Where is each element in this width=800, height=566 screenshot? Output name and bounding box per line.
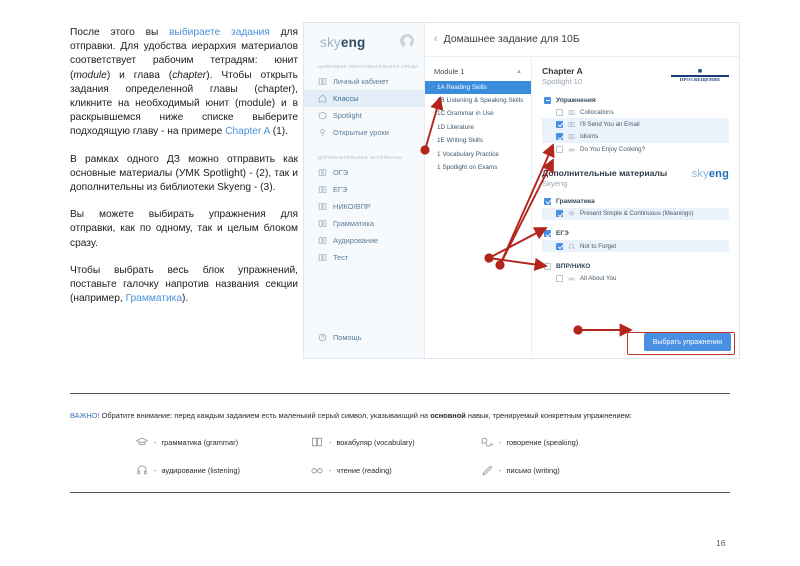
sidebar-item-open-lessons[interactable] xyxy=(304,124,424,141)
sidebar-item-help[interactable] xyxy=(304,329,424,346)
prosveshchenie-wordmark: ПРОСВЕЩЕНИЕ xyxy=(679,76,721,82)
legend-item-grammar xyxy=(135,436,310,448)
exercise-row[interactable] xyxy=(542,208,729,220)
book-icon xyxy=(318,168,327,177)
prosveshchenie-logo xyxy=(671,66,729,82)
vocabulary-icon xyxy=(568,121,575,128)
legend-dash: - xyxy=(329,437,332,447)
sidebar-item-classes[interactable] xyxy=(304,90,424,107)
exercise-row[interactable] xyxy=(542,143,729,155)
app-screenshot xyxy=(303,22,740,359)
legend-label: письмо (writing) xyxy=(506,465,560,475)
checkbox-checked[interactable] xyxy=(544,198,551,205)
checkbox-checked[interactable] xyxy=(556,210,563,217)
mark-sky: sky xyxy=(691,167,709,180)
sidebar-item-label: Личный кабинет xyxy=(333,77,389,86)
module-item-1b[interactable]: · 1B Listening & Speaking Skills xyxy=(425,94,531,107)
checkbox[interactable] xyxy=(544,263,551,270)
sidebar-item-listening[interactable] xyxy=(304,232,424,249)
extra-subtitle: Skyeng xyxy=(542,178,568,188)
exercise-row[interactable] xyxy=(542,106,729,118)
sidebar-help-row[interactable] xyxy=(304,329,424,346)
sidebar-caption-digital: ЦИФРОВАЯ ОБРАЗОВАТЕЛЬНАЯ СРЕДА xyxy=(318,64,419,69)
book-icon xyxy=(318,236,327,245)
section-label: ЕГЭ xyxy=(556,230,569,238)
legend-dash: - xyxy=(499,437,502,447)
important-lead: ВАЖНО! xyxy=(70,411,100,420)
module-pane xyxy=(425,57,532,359)
divider-top xyxy=(70,393,730,394)
paragraph-4: Чтобы выбрать весь блок упражнений, поставьте галочку напротив названия секции (например, Грамматика). xyxy=(70,264,298,305)
checkbox[interactable] xyxy=(556,275,563,282)
prosveshchenie-mark-icon: ■ xyxy=(697,68,703,75)
module-item-1c[interactable]: · 1C Grammar in Use xyxy=(425,108,531,121)
section-vpr-niko[interactable] xyxy=(542,260,729,272)
book-icon xyxy=(318,202,327,211)
important-rest-1: Обратите внимание: перед каждым заданием есть маленький серый символ, указывающий на xyxy=(99,411,431,420)
reading-icon xyxy=(568,275,575,282)
question-icon xyxy=(318,333,327,342)
important-rest-2: навык, тренируемый конкретным упражнением: xyxy=(465,411,632,420)
extra-heading-block xyxy=(542,168,667,188)
module-header[interactable] xyxy=(425,67,531,76)
legend-dash: - xyxy=(154,437,157,447)
legend-dash: - xyxy=(154,465,157,475)
graduation-cap-icon xyxy=(135,436,149,448)
page-title: Домашнее задание для 10Б xyxy=(443,34,580,45)
sidebar-item-label: ОГЭ xyxy=(333,168,349,177)
sidebar-item-label: Грамматика xyxy=(333,219,374,228)
important-bold: основной xyxy=(430,411,466,420)
chapter-heading-block xyxy=(542,66,583,86)
divider-bottom xyxy=(70,492,730,493)
vocabulary-icon xyxy=(568,133,575,140)
sidebar-item-personal-account[interactable] xyxy=(304,73,424,90)
paragraph-1: После этого вы выбираете задания для отправки. Для удобства иерархия материалов соответствует рабочим тетрадям: юнит (module) и глава (chapter). Чтобы открыть задания определенной главы (chapter), кликните на необходимый юнит (module) и в раскрывшемся ниже списке выберите подходящую главу - на примере Chapter A (1). xyxy=(70,27,298,138)
section-grammar[interactable] xyxy=(542,196,729,208)
chapter-subtitle: Spotlight 10 xyxy=(542,77,583,86)
listening-icon xyxy=(568,243,575,250)
exercise-row[interactable] xyxy=(542,272,729,284)
sidebar-item-label: Аудирование xyxy=(333,236,379,245)
page-number: 16 xyxy=(716,538,726,548)
annotation-highlight-box xyxy=(627,332,735,355)
extra-title: Дополнительные материалы xyxy=(542,167,668,178)
content-header xyxy=(425,23,739,57)
module-item-1a[interactable]: · 1A Reading Skills xyxy=(425,81,531,94)
module-title: Module 1 xyxy=(434,67,465,76)
exercise-row[interactable] xyxy=(542,118,729,130)
module-item-vocabulary[interactable]: · 1 Vocabulary Practice xyxy=(425,148,531,161)
exercise-label: I'll Send You an Email xyxy=(580,121,640,129)
checkbox-checked[interactable] xyxy=(556,121,563,128)
legend-label: чтение (reading) xyxy=(336,465,392,475)
paragraph-2: В рамках одного ДЗ можно отправить как основные материалы (УМК Spotlight) - (2), так и дополнительны из библиотеки Skyeng - (3). xyxy=(70,153,298,194)
book-icon xyxy=(318,77,327,86)
section-exercises[interactable] xyxy=(542,94,729,106)
checkbox[interactable] xyxy=(556,146,563,153)
back-chevron-icon[interactable]: ‹ xyxy=(434,33,438,45)
chapter-header xyxy=(542,66,729,86)
skyeng-mark xyxy=(692,168,729,180)
sidebar-item-test[interactable] xyxy=(304,249,424,266)
lamp-icon xyxy=(318,128,327,137)
checkbox-indeterminate[interactable] xyxy=(544,97,551,104)
legend-item-listening xyxy=(135,464,310,476)
sidebar-item-spotlight[interactable] xyxy=(304,107,424,124)
avatar[interactable] xyxy=(400,34,414,48)
exercise-label: Not to Forget xyxy=(580,242,617,250)
paragraph-3: Вы можете выбирать упражнения для отправки, как по одному, так и целым блоком сразу. xyxy=(70,209,298,249)
select-exercises-button[interactable]: Выбрать упражнения xyxy=(644,333,731,351)
document-body-text xyxy=(70,26,298,319)
sidebar-item-ege[interactable] xyxy=(304,181,424,198)
legend-item-reading xyxy=(310,464,480,476)
legend-item-writing xyxy=(480,464,655,476)
checkbox-checked[interactable] xyxy=(556,243,563,250)
mark-eng: eng xyxy=(708,167,729,180)
exercise-label: Do You Enjoy Cooking? xyxy=(580,145,646,153)
grammar-icon xyxy=(568,210,575,217)
book-open-icon xyxy=(310,436,324,448)
glasses-icon xyxy=(310,464,324,476)
module-item-spotlight-exams[interactable]: · 1 Spotlight on Exams xyxy=(425,161,531,174)
panes-container xyxy=(425,57,739,359)
legend-label: аудирование (listening) xyxy=(161,465,240,475)
exercise-label: Collocations xyxy=(580,108,614,116)
exercise-label: Present Simple & Continuous (Meanings) xyxy=(580,210,694,218)
legend-dash: - xyxy=(499,465,502,475)
section-ege[interactable] xyxy=(542,228,729,240)
important-note xyxy=(70,411,750,420)
reading-icon xyxy=(568,146,575,153)
sidebar-item-label: Открытые уроки xyxy=(333,128,389,137)
sidebar-caption-extra: ДОПОЛНИТЕЛЬНЫЕ МАТЕРИАЛЫ xyxy=(318,155,403,160)
vocabulary-icon xyxy=(568,109,575,116)
home-icon xyxy=(318,94,327,103)
pencil-icon xyxy=(480,464,494,476)
app-sidebar xyxy=(304,23,425,358)
app-content xyxy=(425,23,739,358)
module-item-1e[interactable]: · 1E Writing Skills xyxy=(425,135,531,148)
book-icon xyxy=(318,185,327,194)
checkbox-checked[interactable] xyxy=(556,133,563,140)
sidebar-item-grammar[interactable] xyxy=(304,215,424,232)
legend-dash: - xyxy=(329,465,332,475)
legend-item-speaking xyxy=(480,436,655,448)
extra-materials-header xyxy=(542,168,729,188)
exercise-row[interactable] xyxy=(542,131,729,143)
chapter-pane xyxy=(532,57,739,359)
sidebar-item-niko-vpr[interactable] xyxy=(304,198,424,215)
sidebar-item-label: ЕГЭ xyxy=(333,185,348,194)
exercise-row[interactable] xyxy=(542,240,729,252)
brand-sky: sky xyxy=(320,35,341,50)
book-icon xyxy=(318,253,327,262)
legend-label: говорение (speaking) xyxy=(506,437,579,447)
book-icon xyxy=(318,219,327,228)
speech-bubble-icon xyxy=(480,436,494,448)
legend-label: грамматика (grammar) xyxy=(161,437,239,447)
exercise-label: All About You xyxy=(580,274,617,282)
legend-item-vocabulary xyxy=(310,436,480,448)
skill-legend xyxy=(135,436,695,476)
chevron-up-icon[interactable]: ▲ xyxy=(516,68,522,75)
sidebar-item-label: Классы xyxy=(333,94,359,103)
shield-icon xyxy=(318,111,327,120)
brand-eng: eng xyxy=(340,35,366,50)
sidebar-item-label: НИКО/ВПР xyxy=(333,202,371,211)
headphones-icon xyxy=(135,464,149,476)
sidebar-item-label: Тест xyxy=(333,253,349,262)
legend-label: вокабуляр (vocabulary) xyxy=(336,437,415,447)
checkbox-checked[interactable] xyxy=(544,230,551,237)
sidebar-item-oge[interactable] xyxy=(304,164,424,181)
exercise-label: Idioms xyxy=(580,133,599,141)
module-item-1d[interactable]: · 1D Literature xyxy=(425,121,531,134)
section-label: ВПР/НИКО xyxy=(556,262,591,270)
sidebar-item-label: Spotlight xyxy=(333,111,362,120)
section-label: Грамматика xyxy=(556,198,595,205)
checkbox[interactable] xyxy=(556,109,563,116)
section-label: Упражнения xyxy=(556,96,596,104)
chapter-title: Chapter A xyxy=(542,66,583,76)
sidebar-item-label: Помощь xyxy=(333,333,362,342)
